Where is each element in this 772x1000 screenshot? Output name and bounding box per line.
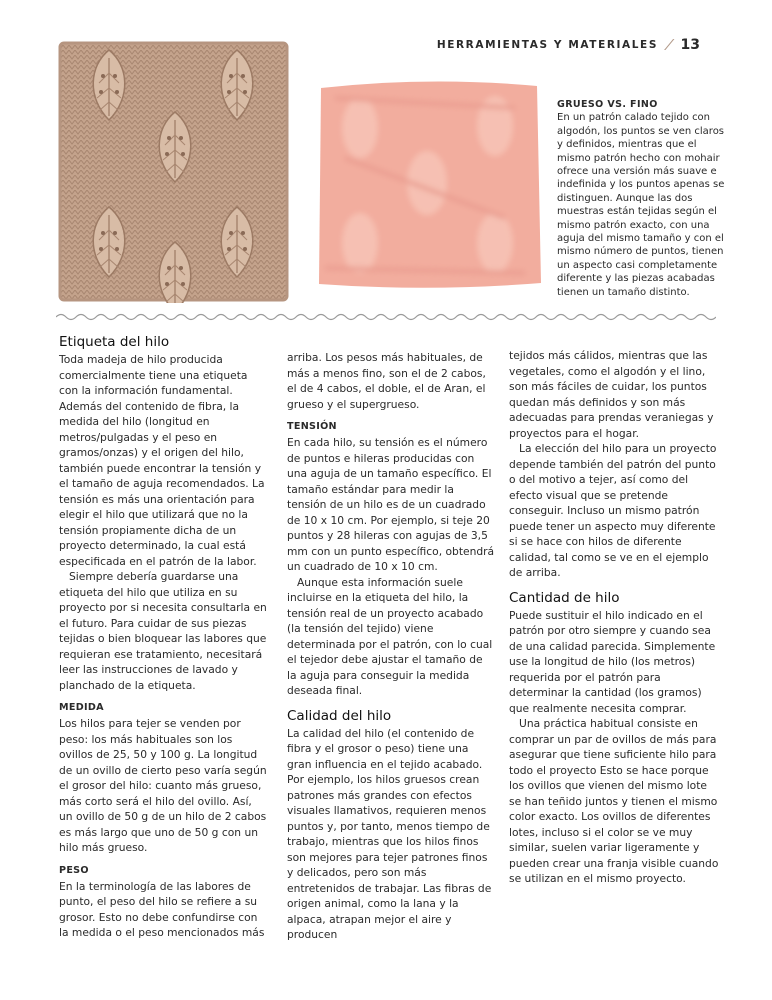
paragraph: La calidad del hilo (el contenido de fibra y el grosor o peso) tiene una gran influencia en el tejido acabado. Por ejemplo, los hilos gruesos crean patrones más grandes con efectos visuales llamativos, requieren menos puntos y, por tanto, menos tiempo de trabajo, mientras que los hilos finos son mejores para tejer patrones finos y delicados, pero son más entretenidos de trabajar. Las fibras de origen animal, como la lana y la alpaca, atrapan mejor el aire y producen <box>287 726 492 941</box>
column-1 <box>59 333 267 941</box>
cotton-swatch-image <box>57 40 290 303</box>
paragraph: En la terminología de las labores de punto, el peso del hilo se refiere a su grosor. Esto no debe confundirse con la medida o el peso mencionados más <box>59 879 265 939</box>
paragraph: tejidos más cálidos, mientras que las vegetales, como el algodón y el lino, son más fáciles de cuidar, los puntos quedan más definidos y son más adecuadas para prendas veraniegas y proyectos para el hogar. <box>509 349 714 440</box>
caption-title: GRUESO VS. FINO <box>557 99 658 110</box>
heading-calidad: Calidad del hilo <box>287 707 392 724</box>
subheading-peso: PESO <box>59 864 89 876</box>
wavy-divider <box>56 312 716 322</box>
subheading-medida: MEDIDA <box>59 702 104 713</box>
column-3 <box>509 348 719 887</box>
heading-cantidad: Cantidad de hilo <box>509 589 620 606</box>
paragraph: Toda madeja de hilo producida comercialmente tiene una etiqueta con la información fundamental. Además del contenido de fibra, la medida del hilo (longitud en metros/pulgadas y el peso en gramos/onzas) y el origen del hilo, también puede encontrar la tensión y el tamaño de aguja recomendados. La tensión es más una orientación para elegir el hilo que utilizará que no la tensión propiamente dicha de un proyecto determinado, la cual está especificada en el patrón de la labor. <box>59 353 265 568</box>
running-header <box>437 36 700 54</box>
heading-etiqueta: Etiqueta del hilo <box>59 334 170 350</box>
page-number: 13 <box>680 37 700 53</box>
section-title: HERRAMIENTAS Y MATERIALES <box>436 39 658 51</box>
paragraph: Aunque esta información suele incluirse en la etiqueta del hilo, la tensión real de un proyecto acabado (la tensión del tejido) viene determinada por el patrón, con lo cual el tejedor debe ajustar el tamaño de la aguja para conseguir la medida deseada final. <box>287 575 493 697</box>
paragraph: En cada hilo, su tensión es el número de puntos e hileras producidas con una aguja de un tamaño específico. El tamaño estándar para medir la tensión de un hilo es de un cuadrado de 10 x 10 cm. Por ejemplo, si teje 20 puntos y 28 hileras con agujas de 3,5 mm con un punto específico, obtendrá un cuadrado de 10 x 10 cm. <box>287 436 495 573</box>
paragraph: arriba. Los pesos más habituales, de más a menos fino, son el de 2 cabos, el de 4 cabos, el doble, el de Aran, el grueso y el supergrueso. <box>287 351 486 411</box>
paragraph: Siempre debería guardarse una etiqueta del hilo que utiliza en su proyecto por si necesita consultarla en el futuro. Para cuidar de sus piezas tejidas o bien bloquear las labores que requieran ese tratamiento, necesitará leer las instrucciones de lavado y planchado de la etiqueta. <box>59 570 267 692</box>
caption-text: En un patrón calado tejido con algodón, los puntos se ven claros y definidos, mientras que el mismo patrón hecho con mohair ofrece una versión más suave e indefinida y los puntos apenas se distinguen. Aunque las dos muestras están tejidas según el mismo patrón exacto, con una aguja del mismo tamaño y con el mismo número de puntos, tienen un aspecto casi completamente diferente y las piezas acabadas tienen un tamaño distinto. <box>557 112 725 298</box>
paragraph: La elección del hilo para un proyecto depende también del patrón del punto o del motivo a tejer, así como del efecto visual que se pretende conseguir. Incluso un mismo patrón puede tener un aspecto muy diferente si se hace con hilos de diferente calidad, tal como se ve en el ejemplo de arriba. <box>509 442 717 579</box>
subheading-tension: TENSIÓN <box>287 421 337 432</box>
column-2 <box>287 350 495 943</box>
paragraph: Una práctica habitual consiste en comprar un par de ovillos de más para asegurar que tiene suficiente hilo para todo el proyecto Esto se hace porque los ovillos que vienen del mismo lote se han teñido juntos y tienen el mismo color exacto. Los ovillos de diferentes lotes, incluso si el color se ve muy similar, suelen variar ligeramente y pueden crear una franja visible cuando se utilizan en el mismo proyecto. <box>509 717 719 885</box>
mohair-swatch-image <box>315 78 543 293</box>
paragraph: Los hilos para tejer se venden por peso: los más habituales son los ovillos de 25, 50 y 100 g. La longitud de un ovillo de cierto peso varía según el grosor del hilo: cuanto más grueso, más corto será el hilo del ovillo. Así, un ovillo de 50 g de un hilo de 2 cabos es más largo que uno de 50 g con un hilo más grueso. <box>59 717 267 854</box>
header-separator: ⁄ <box>668 36 671 54</box>
paragraph: Puede sustituir el hilo indicado en el patrón por otro siempre y cuando sea de una calidad parecida. Simplemente use la longitud de hilo (los metros) requerida por el patrón para determinar la cantidad (los gramos) que realmente necesita comprar. <box>509 608 716 715</box>
image-caption <box>557 98 727 299</box>
